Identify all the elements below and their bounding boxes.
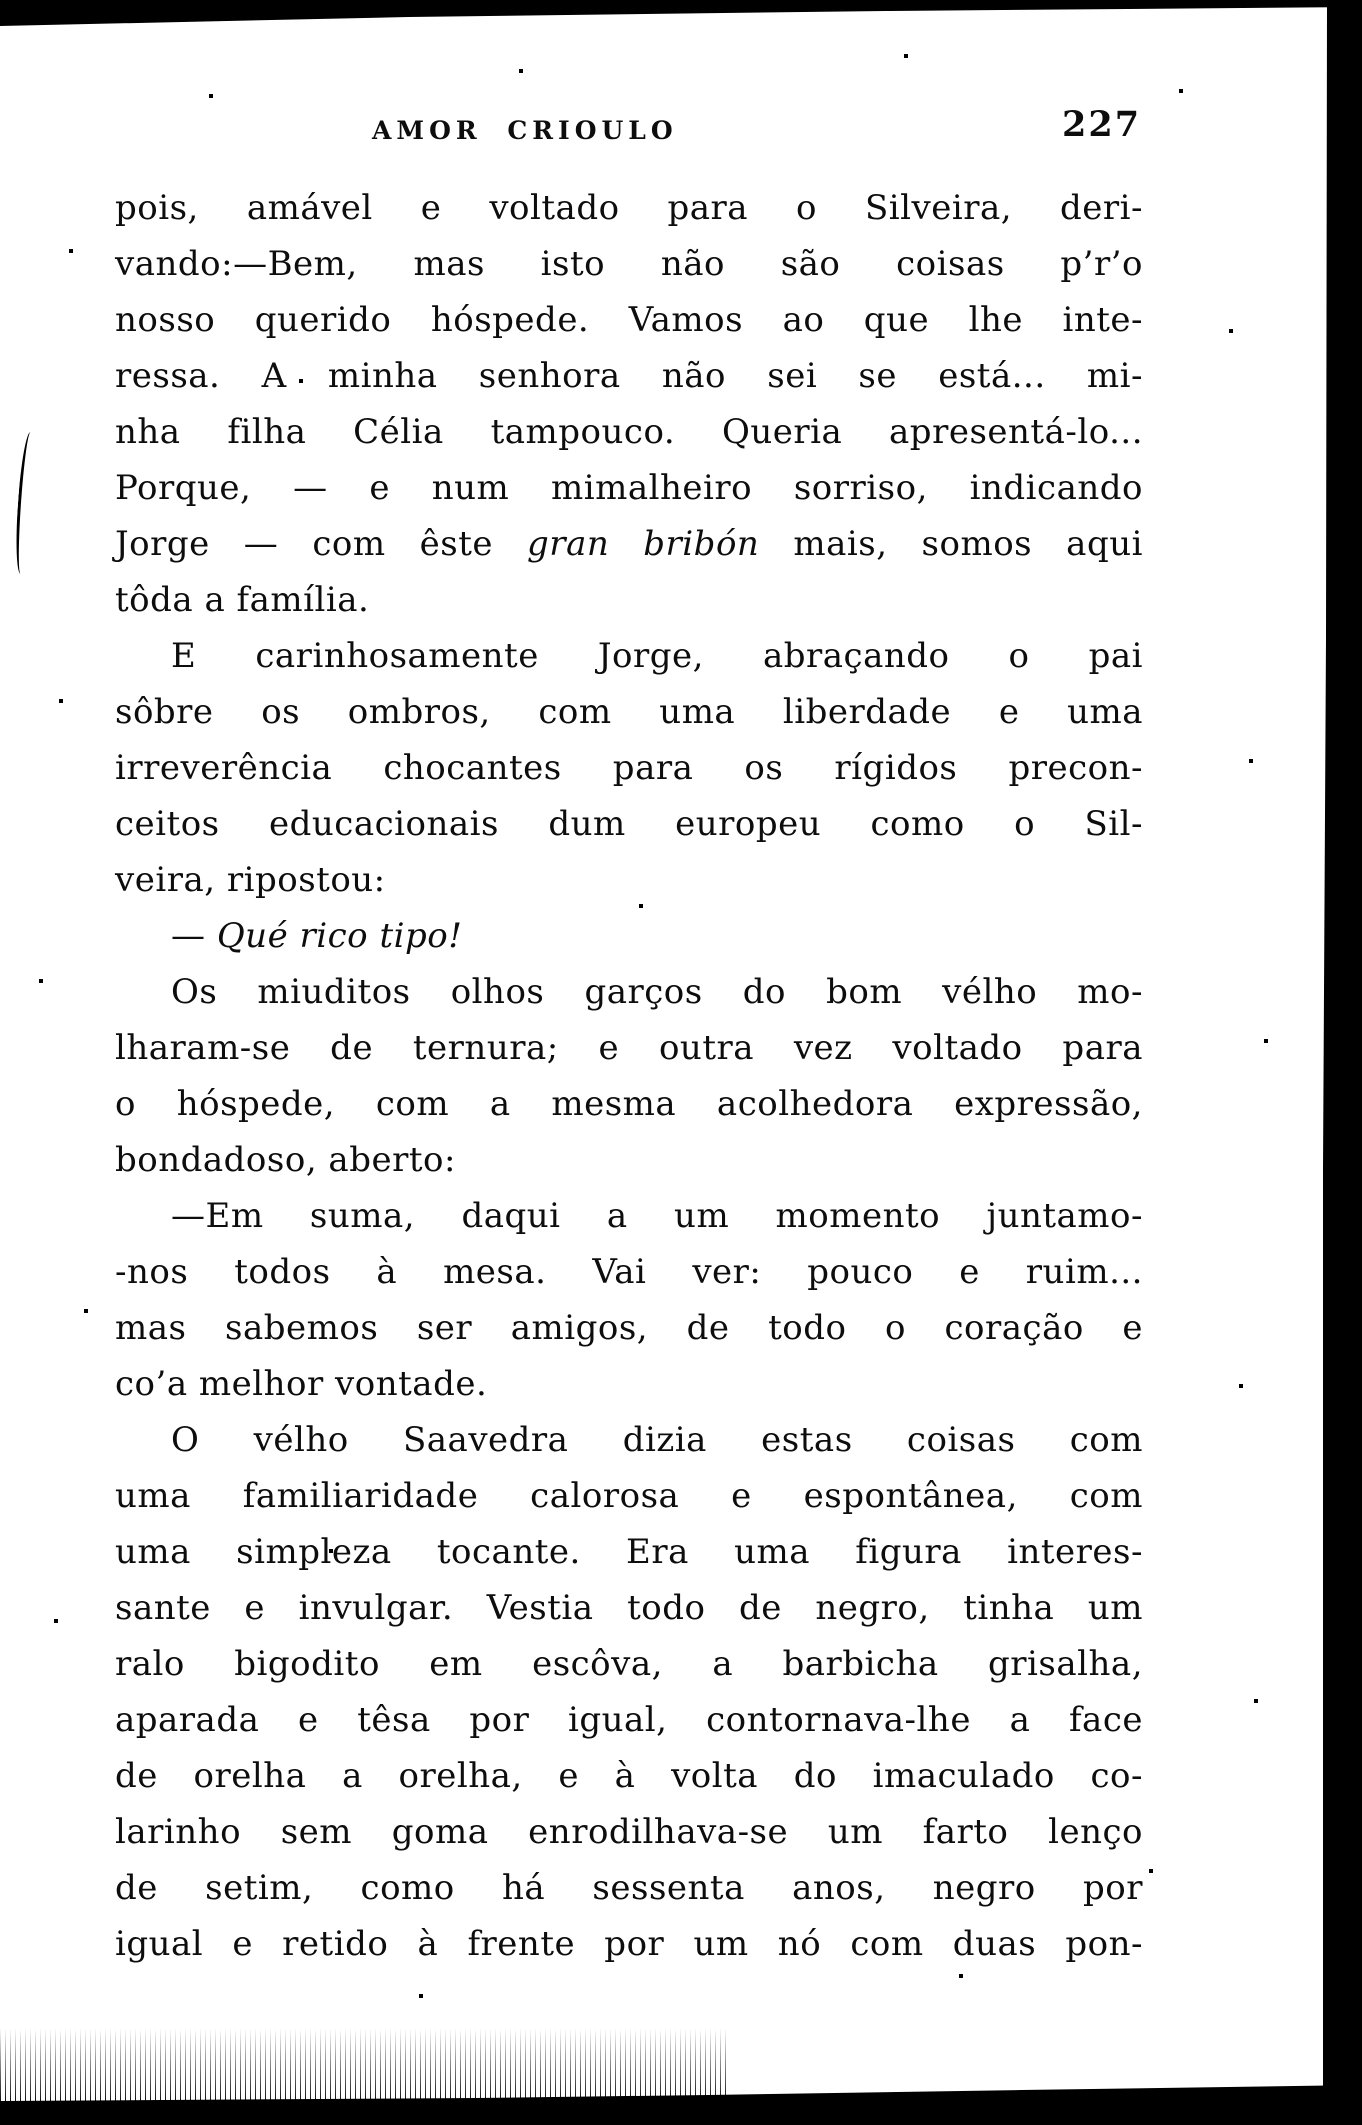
text-line: igual e retido à frente por um nó com duas pon- [115, 1924, 1143, 1964]
text-line: Porque, — e num mimalheiro sorriso, indicando [115, 468, 1143, 508]
text-line: Os miuditos olhos garços do bom vélho mo- [171, 972, 1143, 1012]
text-line: larinho sem goma enrodilhava-se um farto lenço [115, 1812, 1143, 1852]
text-line: bondadoso, aberto: [115, 1140, 456, 1180]
text-line: irreverência chocantes para os rígidos precon- [115, 748, 1143, 788]
text-line: o hóspede, com a mesma acolhedora expressão, [115, 1084, 1143, 1124]
text-line: O vélho Saavedra dizia estas coisas com [171, 1420, 1143, 1460]
text-line: E carinhosamente Jorge, abraçando o pai [171, 636, 1143, 676]
scan-scratch-mark [13, 432, 38, 575]
text-line: nha filha Célia tampouco. Queria apresentá-lo... [115, 412, 1143, 452]
text-line: pois, amável e voltado para o Silveira, deri- [115, 188, 1143, 228]
scan-noise [0, 2028, 730, 2106]
text-block [115, 180, 1143, 1972]
text-line: — Qué rico tipo! [171, 916, 463, 956]
page-number: 227 [1062, 104, 1142, 145]
text-line: Jorge — com êste gran bribón mais, somos aqui [115, 524, 1143, 564]
text-line: sante e invulgar. Vestia todo de negro, tinha um [115, 1588, 1143, 1628]
text-line: de setim, como há sessenta anos, negro por [115, 1868, 1143, 1908]
text-line: aparada e têsa por igual, contornava-lhe a face [115, 1700, 1143, 1740]
text-line: ceitos educacionais dum europeu como o Sil- [115, 804, 1143, 844]
scan-right-edge [1323, 0, 1362, 2125]
scan-specks [0, 0, 2, 2]
text-line: mas sabemos ser amigos, de todo o coração e [115, 1308, 1143, 1348]
text-line: ressa. A minha senhora não sei se está... mi- [115, 356, 1143, 396]
text-line: tôda a família. [115, 580, 370, 620]
text-line: vando:—Bem, mas isto não são coisas p’r’o [115, 244, 1143, 284]
text-line: co’a melhor vontade. [115, 1364, 488, 1404]
text-line: de orelha a orelha, e à volta do imaculado co- [115, 1756, 1143, 1796]
running-title: AMOR CRIOULO [372, 116, 678, 145]
text-line: sôbre os ombros, com uma liberdade e uma [115, 692, 1143, 732]
scan-top-edge [0, 0, 1362, 30]
text-line: nosso querido hóspede. Vamos ao que lhe inte- [115, 300, 1143, 340]
text-line: ralo bigodito em escôva, a barbicha grisalha, [115, 1644, 1143, 1684]
text-line: —Em suma, daqui a um momento juntamo- [171, 1196, 1143, 1236]
text-line: uma simpleza tocante. Era uma figura interes- [115, 1532, 1143, 1572]
text-line: -nos todos à mesa. Vai ver: pouco e ruim... [115, 1252, 1143, 1292]
text-line: lharam-se de ternura; e outra vez voltado para [115, 1028, 1143, 1068]
text-line: uma familiaridade calorosa e espontânea, com [115, 1476, 1143, 1516]
text-line: veira, ripostou: [115, 860, 386, 900]
